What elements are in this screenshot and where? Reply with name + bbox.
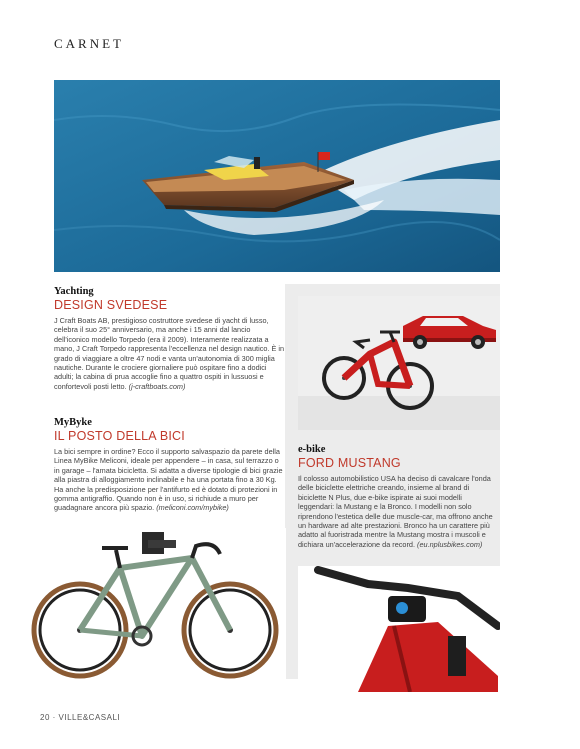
headline-yachting: DESIGN SVEDESE [54,298,168,312]
link-ebike[interactable]: (eu.nplusbikes.com) [417,539,483,549]
article-ebike [298,443,498,549]
body-mybyke: La bici sempre in ordine? Ecco il supporto salvaspazio da parete della Linea MyBike Meliconi, ideale per appendere – in casa, sul terrazzo o in garage – l'amata bicicletta. Si adatta a diverse tipologie di bici grazie alla piastra di alloggiamento inclinabile e ha una portata fino a 30 Kg. Ha anche la predisposizione per l'antifurto ed è dotato di protezioni in gomma antigraffio. Quando non è in uso, si richiude a muro per guadagnare ancora più spazio. (meliconi.com/mybike) [54,447,283,513]
page-footer: 20 · VILLE&CASALI [40,713,121,722]
kicker-yachting: Yachting [54,286,94,297]
article-yachting [54,285,286,391]
link-mybyke[interactable]: (meliconi.com/mybike) [156,503,229,513]
gravel-bike-photo [24,528,286,683]
body-yachting: J Craft Boats AB, prestigioso costruttore svedese di yacht di lusso, celebra il suo 25° anniversario, ma anche i 15 anni dal lancio dell'iconico modello Torpedo (era il 2009). Interamente realizzata a mano, J Craft Torpedo rappresenta l'eccellenza nel design nautico. È in grado di viaggiare a oltre 47 nodi e vanta un'autonomia di 300 miglia nautiche. Durante le crociere giornaliere può ospitare fino a dodici adulti; la cabina di prua accoglie fino a quattro ospiti in lussuosi e confortevoli posti letto. (j-craftboats.com) [54,316,285,391]
section-label: CARNET [54,36,124,51]
headline-mybyke: IL POSTO DELLA BICI [54,429,185,443]
headline-ebike: FORD MUSTANG [298,456,401,470]
kicker-mybyke: MyByke [54,417,92,428]
page-number: 20 [40,713,50,722]
kicker-ebike: e-bike [298,444,326,455]
magazine-name: VILLE&CASALI [58,713,121,722]
boat-photo [54,80,500,272]
link-yachting[interactable]: (j-craftboats.com) [128,381,186,391]
article-mybyke [54,416,286,513]
body-ebike: Il colosso automobilistico USA ha deciso di cavalcare l'onda delle biciclette elettriche creando, insieme al brand di biciclette N Plus, due e-bike ispirate ai suoi modelli leggendari: la Mustang e la Bronco. I modelli non solo riprendono l'estetica delle due muscle-car, ma offrono anche un hardware ad alte prestazioni. Bronco ha un carattere più adatto al fuoristrada mentre la Mustang mostra i muscoli e dichiara un'accelerazione da record. (eu.nplusbikes.com) [298,474,493,549]
ebike-detail-photo [298,566,500,692]
mustang-ebike-photo [298,296,500,430]
